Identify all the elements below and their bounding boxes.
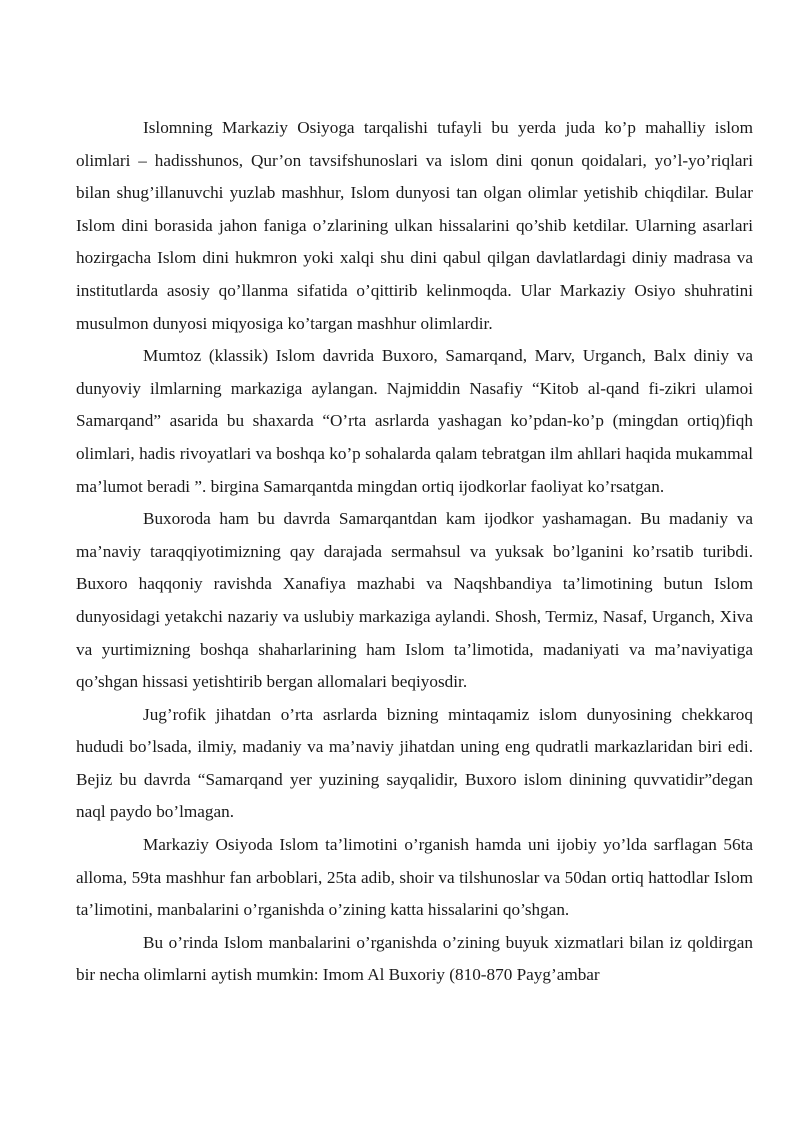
paragraph-6: Bu o’rinda Islom manbalarini o’rganishda o’zining buyuk xizmatlari bilan iz qoldirgan bir necha olimlarni aytish mumkin: Imom Al Buxoriy (810-870 Payg’ambar	[76, 932, 753, 985]
paragraph-1: Islomning Markaziy Osiyoga tarqalishi tufayli bu yerda juda ko’p mahalliy islom olimlari – hadisshunos, Qur’on tavsifshunoslari va islom dini qonun qoidalari, yo’l-yo’riqlari bilan shug’illanuvchi yuzlab mashhur, Islom dunyosi tan olgan olimlar yetishib chiqdilar. Bular Islom dini borasida jahon faniga o’zlarining ulkan hissalarini qo’shib ketdilar. Ularning asarlari hozirgacha Islom dini hukmron yoki xalqi shu dini qabul qilgan davlatlardagi diniy madrasa va institutlarda asosiy qo’llanma sifatida o’qittirib kelinmoqda. Ular Markaziy Osiyo shuhratini musulmon dunyosi miqyosiga ko’targan mashhur olimlardir.	[76, 118, 753, 333]
paragraph-5: Markaziy Osiyoda Islom ta’limotini o’rganish hamda uni ijobiy yo’lda sarflagan 56ta alloma, 59ta mashhur fan arboblari, 25ta adib, shoir va tilshunoslar va 50dan ortiq hattodlar Islom ta’limotini, manbalarini o’rganishda o’zining katta hissalarini qo’shgan.	[76, 835, 753, 920]
paragraph-2: Mumtoz (klassik) Islom davrida Buxoro, Samarqand, Marv, Urganch, Balx diniy va dunyoviy ilmlarning markaziga aylangan. Najmiddin Nasafiy “Kitob al-qand fi-zikri ulamoi Samarqand” asarida bu shaxarda “O’rta asrlarda yashagan ko’pdan-ko’p (mingdan ortiq)fiqh olimlari, hadis rivoyatlari va boshqa ko’p sohalarda qalam tebratgan ilm ahllari haqida mukammal ma’lumot beradi ”. birgina Samarqantda mingdan ortiq ijodkorlar faoliyat ko’rsatgan.	[76, 346, 753, 496]
paragraph-4: Jug’rofik jihatdan o’rta asrlarda bizning mintaqamiz islom dunyosining chekkaroq hududi bo’lsada, ilmiy, madaniy va ma’naviy jihatdan uning eng qudratli markazlaridan biri edi. Bejiz bu davrda “Samarqand yer yuzining sayqalidir, Buxoro islom dinining quvvatidir”degan naql paydo bo’lmagan.	[76, 704, 753, 822]
document-page	[76, 112, 753, 992]
paragraph-3: Buxoroda ham bu davrda Samarqantdan kam ijodkor yashamagan. Bu madaniy va ma’naviy taraqqiyotimizning qay darajada sermahsul va yuksak bo’lganini ko’rsatib turibdi. Buxoro haqqoniy ravishda Xanafiya mazhabi va Naqshbandiya ta’limotining butun Islom dunyosidagi yetakchi nazariy va uslubiy markaziga aylandi. Shosh, Termiz, Nasaf, Urganch, Xiva va yurtimizning boshqa shaharlarining ham Islom ta’limotida, madaniyati va ma’naviyatiga qo’shgan hissasi yetishtirib bergan allomalari beqiyosdir.	[76, 509, 753, 692]
